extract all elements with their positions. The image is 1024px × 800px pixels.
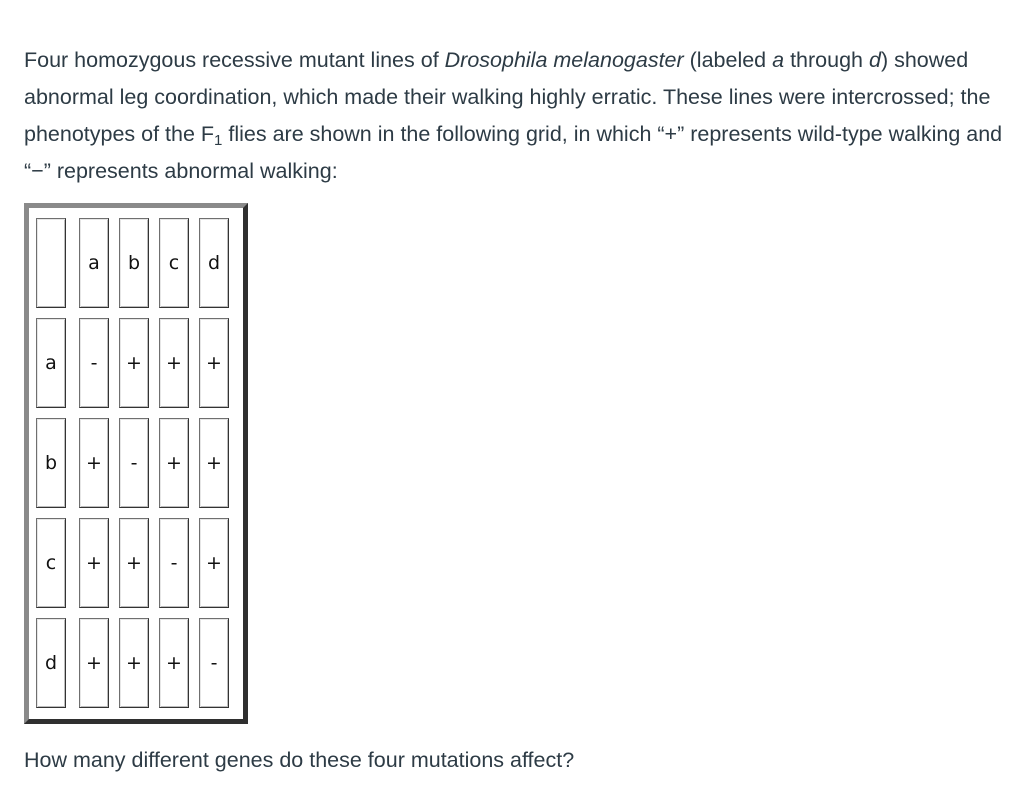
grid-cell-b-b: -	[119, 418, 149, 508]
grid-cell-a-b: +	[119, 318, 149, 408]
grid-cell-d-a: +	[79, 618, 109, 708]
grid-cell-b-c: +	[159, 418, 189, 508]
row-header-d: d	[36, 618, 66, 708]
column-header-b: b	[119, 218, 149, 308]
column-header-a: a	[79, 218, 109, 308]
grid-corner-cell	[36, 218, 66, 308]
question-part-2: (labeled	[683, 48, 773, 72]
species-name: Drosophila melanogaster	[444, 48, 684, 72]
grid-cell-c-a: +	[79, 518, 109, 608]
grid-cell-b-a: +	[79, 418, 109, 508]
question-part-5: flies are shown in the following grid, in which “+” represents wild-type walking and “−” represents abnormal walking:	[24, 122, 1003, 183]
generation-subscript: 1	[214, 132, 223, 149]
label-last: d	[868, 48, 881, 72]
grid-cell-a-d: +	[199, 318, 229, 408]
question-part-1: Four homozygous recessive mutant lines of	[24, 48, 445, 72]
row-header-c: c	[36, 518, 66, 608]
question-part-4: ) showed abnormal leg coordination, which made their walking highly erratic. These lines were intercrossed; the phenotypes of the F	[24, 48, 991, 146]
grid-cell-c-d: +	[199, 518, 229, 608]
question-text	[24, 42, 1014, 190]
grid-cell-b-d: +	[199, 418, 229, 508]
phenotype-grid	[24, 203, 248, 724]
grid-cell-c-c: -	[159, 518, 189, 608]
grid-cell-c-b: +	[119, 518, 149, 608]
grid-cell-a-c: +	[159, 318, 189, 408]
column-header-c: c	[159, 218, 189, 308]
grid-cell-a-a: -	[79, 318, 109, 408]
question-part-3: through	[784, 48, 869, 72]
follow-up-question: How many different genes do these four mutations affect?	[24, 748, 575, 772]
label-first: a	[772, 48, 785, 72]
row-header-b: b	[36, 418, 66, 508]
column-header-d: d	[199, 218, 229, 308]
grid-cell-d-d: -	[199, 618, 229, 708]
grid-cell-d-c: +	[159, 618, 189, 708]
row-header-a: a	[36, 318, 66, 408]
grid-cell-d-b: +	[119, 618, 149, 708]
